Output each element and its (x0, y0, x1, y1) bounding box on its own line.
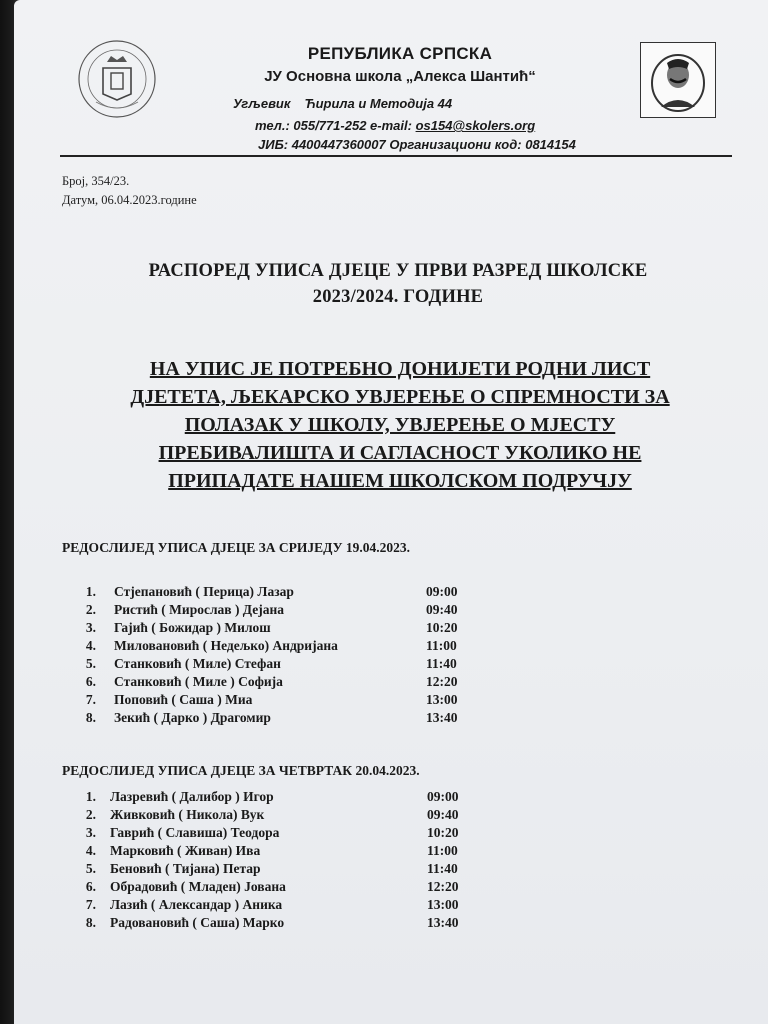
contact-line (255, 118, 535, 133)
item-number: 1. (85, 584, 96, 599)
appointment-time: 11:00 (426, 638, 457, 653)
item-number: 2. (85, 602, 96, 617)
child-name: Живковић ( Никола) Вук (110, 807, 265, 822)
schedule-list-thursday (0, 789, 768, 933)
list-item (0, 674, 768, 692)
item-number: 1. (85, 789, 96, 804)
notice-line: НА УПИС ЈЕ ПОТРЕБНО ДОНИЈЕТИ РОДНИ ЛИСТ (149, 358, 651, 380)
appointment-time: 11:40 (426, 656, 457, 671)
list-item (0, 710, 768, 728)
item-number: 8. (85, 915, 96, 930)
list-item (0, 915, 768, 933)
notice-line: ДЈЕТЕТА, ЉЕКАРСКО УВЈЕРЕЊЕ О СПРЕМНОСТИ ЗА (130, 386, 670, 408)
appointment-time: 11:40 (427, 861, 458, 876)
child-name: Миловановић ( Недељко) Андријана (114, 638, 338, 653)
list-item (0, 825, 768, 843)
document-title (60, 258, 736, 310)
appointment-time: 13:00 (426, 692, 458, 707)
item-number: 3. (85, 825, 96, 840)
child-name: Лазић ( Александар ) Аника (110, 897, 283, 912)
item-number: 2. (85, 807, 96, 822)
item-number: 6. (85, 674, 96, 689)
list-item (0, 897, 768, 915)
item-number: 5. (85, 861, 96, 876)
schedule-list-wednesday (0, 584, 768, 728)
item-number: 4. (85, 843, 96, 858)
school-seal-icon (76, 38, 158, 120)
appointment-time: 12:20 (427, 879, 459, 894)
portrait-logo-icon (640, 42, 716, 118)
child-name: Лазревић ( Далибор ) Игор (110, 789, 274, 804)
child-name: Стјепановић ( Перица) Лазар (114, 584, 294, 599)
item-number: 3. (85, 620, 96, 635)
child-name: Поповић ( Саша ) Миа (114, 692, 253, 707)
republic-title: РЕПУБЛИКА СРПСКА (307, 44, 493, 63)
list-item (0, 602, 768, 620)
child-name: Радовановић ( Саша) Марко (110, 915, 285, 930)
child-name: Станковић ( Миле ) Софија (114, 674, 283, 689)
school-name: ЈУ Основна школа „Алекса Шантић“ (264, 68, 536, 85)
list-item (0, 584, 768, 602)
appointment-time: 10:20 (426, 620, 458, 635)
list-item (0, 692, 768, 710)
child-name: Станковић ( Миле) Стефан (114, 656, 281, 671)
item-number: 7. (85, 692, 96, 707)
list-item (0, 843, 768, 861)
appointment-time: 13:40 (426, 710, 458, 725)
appointment-time: 13:00 (427, 897, 459, 912)
child-name: Беновић ( Тијана) Петар (110, 861, 261, 876)
document-date: Датум, 06.04.2023.године (62, 193, 197, 207)
header-divider (60, 155, 732, 157)
appointment-time: 09:00 (427, 789, 459, 804)
appointment-time: 09:00 (426, 584, 458, 599)
title-line-2: 2023/2024. ГОДИНЕ (312, 287, 484, 307)
appointment-time: 11:00 (427, 843, 458, 858)
list-item (0, 638, 768, 656)
school-address (233, 96, 452, 111)
list-item (0, 879, 768, 897)
appointment-time: 09:40 (427, 807, 459, 822)
list-item (0, 807, 768, 825)
city: Угљевик (233, 96, 291, 111)
notice-line: ПОЛАЗАК У ШКОЛУ, УВЈЕРЕЊЕ О МЈЕСТУ (184, 414, 616, 436)
child-name: Марковић ( Живан) Ива (110, 843, 261, 858)
child-name: Гаврић ( Славиша) Теодора (110, 825, 280, 840)
street: Ћирила и Методија 44 (304, 96, 453, 111)
required-documents-notice (60, 355, 740, 495)
email-link[interactable]: os154@skolers.org (415, 118, 536, 133)
notice-line: ПРЕБИВАЛИШТА И САГЛАСНОСТ УКОЛИКО НЕ (158, 442, 642, 464)
child-name: Обрадовић ( Младен) Јована (110, 879, 286, 894)
list-item (0, 789, 768, 807)
phone-text: тел.: 055/771-252 e-mail: (255, 118, 416, 133)
child-name: Ристић ( Мирослав ) Дејана (114, 602, 285, 617)
document-number: Број, 354/23. (62, 174, 130, 188)
appointment-time: 13:40 (427, 915, 459, 930)
list-item (0, 861, 768, 879)
notice-line: ПРИПАДАТЕ НАШЕМ ШКОЛСКОМ ПОДРУЧЈУ (168, 470, 632, 492)
item-number: 8. (85, 710, 96, 725)
item-number: 6. (85, 879, 96, 894)
list-item (0, 656, 768, 674)
schedule-heading-thursday: РЕДОСЛИЈЕД УПИСА ДЈЕЦЕ ЗА ЧЕТВРТАК 20.04.2023. (62, 763, 420, 778)
child-name: Гајић ( Божидар ) Милош (114, 620, 271, 635)
item-number: 7. (85, 897, 96, 912)
child-name: Зекић ( Дарко ) Драгомир (114, 710, 271, 725)
title-line-1: РАСПОРЕД УПИСА ДЈЕЦЕ У ПРВИ РАЗРЕД ШКОЛСКЕ (148, 261, 648, 281)
item-number: 4. (85, 638, 96, 653)
list-item (0, 620, 768, 638)
item-number: 5. (85, 656, 96, 671)
appointment-time: 12:20 (426, 674, 458, 689)
appointment-time: 10:20 (427, 825, 459, 840)
schedule-heading-wednesday: РЕДОСЛИЈЕД УПИСА ДЈЕЦЕ ЗА СРИЈЕДУ 19.04.2023. (62, 540, 410, 555)
appointment-time: 09:40 (426, 602, 458, 617)
registration-codes: ЈИБ: 4400447360007 Организациони код: 0814154 (258, 137, 576, 152)
